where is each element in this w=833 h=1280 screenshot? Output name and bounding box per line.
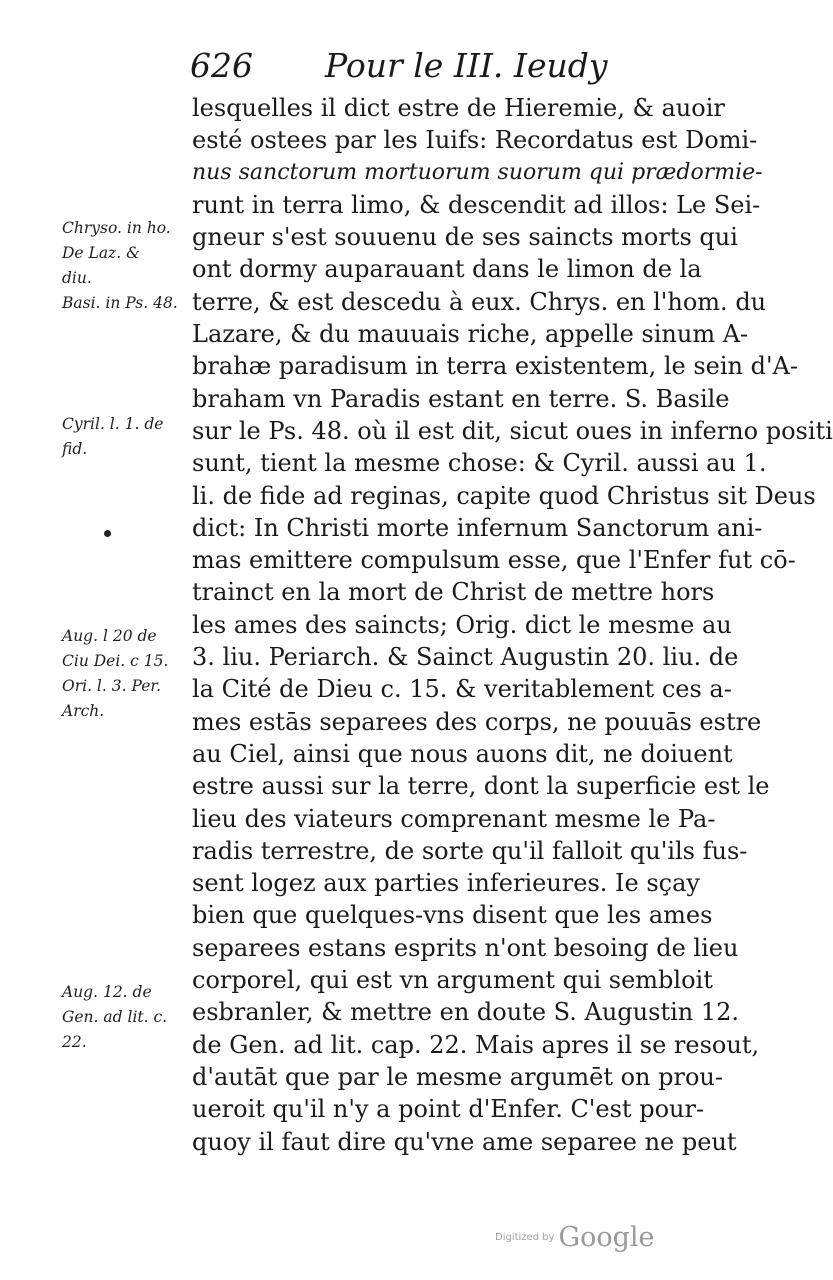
running-title: Pour le III. Ieudy (325, 46, 608, 85)
text-line: separees estans esprits n'ont besoing de lieu (192, 933, 739, 962)
margin-note-line: Cyril. l. 1. de (62, 415, 164, 433)
margin-note-line: Ori. l. 3. Per. (62, 677, 161, 695)
text-line: de Gen. ad lit. cap. 22. Mais apres il se resout, (192, 1030, 760, 1059)
text-line: sur le Ps. 48. où il est dit, sicut oues in inferno positi (192, 416, 833, 445)
text-line: runt in terra limo, & descendit ad illos: Le Sei- (192, 190, 761, 219)
text-line: mas emittere compulsum esse, que l'Enfer fut cō- (192, 546, 796, 575)
margin-note-cyril (62, 412, 187, 462)
text-line: terre, & est descedu à eux. Chrys. en l'hom. du (192, 287, 767, 316)
margin-note-line: 22. (62, 1033, 87, 1051)
margin-dot (104, 530, 111, 537)
text-line: lesquelles il dict estre de Hieremie, & auoir (192, 94, 725, 122)
text-line: braham vn Paradis estant en terre. S. Basile (192, 384, 730, 413)
text-line: bien que quelques-vns disent que les ames (192, 901, 713, 930)
margin-note-line: diu. (62, 269, 92, 287)
text-line: dict: In Christi morte infernum Sanctorum ani- (192, 513, 763, 542)
text-line: li. de fide ad reginas, capite quod Christus sit Deus (192, 481, 816, 510)
text-line: les ames des saincts; Orig. dict le mesme au (192, 610, 732, 639)
text-line: trainct en la mort de Christ de mettre hors (192, 578, 715, 607)
margin-note-augustine-genesis (62, 980, 187, 1055)
text-line: sunt, tient la mesme chose: & Cyril. aussi au 1. (192, 449, 767, 478)
margin-note-line: Chryso. in ho. (62, 219, 171, 237)
text-line: Lazare, & du mauuais riche, appelle sinum A- (192, 320, 749, 349)
text-line: quoy il faut dire qu'vne ame separee ne peut (192, 1127, 737, 1156)
page-number: 626 (190, 46, 253, 85)
margin-note-line: Ciu Dei. c 15. (62, 652, 169, 670)
margin-note-chrysostom (62, 216, 187, 316)
text-line: esbranler, & mettre en doute S. Augustin 12. (192, 998, 740, 1027)
text-line: sent logez aux parties inferieures. Ie sçay (192, 869, 700, 898)
page-header (190, 46, 690, 90)
body-text (192, 92, 833, 1158)
text-line: esté ostees par les Iuifs: Recordatus est Domi- (192, 126, 758, 155)
text-line: corporel, qui est vn argument qui sembloit (192, 966, 713, 995)
text-line: lieu des viateurs comprenant mesme le Pa- (192, 804, 716, 833)
text-line: d'autāt que par le mesme argumēt on prou- (192, 1062, 723, 1091)
text-line: gneur s'est souuenu de ses saincts morts qui (192, 223, 738, 252)
text-line: ueroit qu'il n'y a point d'Enfer. C'est pour- (192, 1095, 705, 1124)
text-line: estre aussi sur la terre, dont la superficie est le (192, 772, 770, 801)
margin-note-line: Arch. (62, 702, 105, 720)
watermark-prefix: Digitized by (495, 1232, 555, 1243)
margin-note-line: De Laz. & (62, 244, 140, 262)
text-line: radis terrestre, de sorte qu'il falloit qu'ils fus- (192, 836, 748, 865)
margin-note-augustine-origen (62, 624, 187, 724)
text-line: mes estās separees des corps, ne pouuās estre (192, 707, 762, 736)
text-line: nus sanctorum mortuorum suorum qui prædormie- (192, 159, 763, 185)
margin-note-line: fid. (62, 440, 88, 458)
text-line: 3. liu. Periarch. & Sainct Augustin 20. liu. de (192, 643, 739, 672)
margin-note-line: Gen. ad lit. c. (62, 1008, 168, 1026)
digitized-watermark (495, 1222, 654, 1253)
google-logo: Google (558, 1222, 655, 1253)
margin-note-line: Aug. l 20 de (62, 627, 157, 645)
margin-note-line: Basi. in Ps. 48. (62, 294, 178, 312)
text-line: ont dormy auparauant dans le limon de la (192, 255, 702, 284)
text-line: au Ciel, ainsi que nous auons dit, ne doiuent (192, 739, 733, 768)
margin-note-line: Aug. 12. de (62, 983, 152, 1001)
text-line: la Cité de Dieu c. 15. & veritablement ces a- (192, 675, 732, 704)
text-line: brahæ paradisum in terra existentem, le sein d'A- (192, 352, 799, 381)
